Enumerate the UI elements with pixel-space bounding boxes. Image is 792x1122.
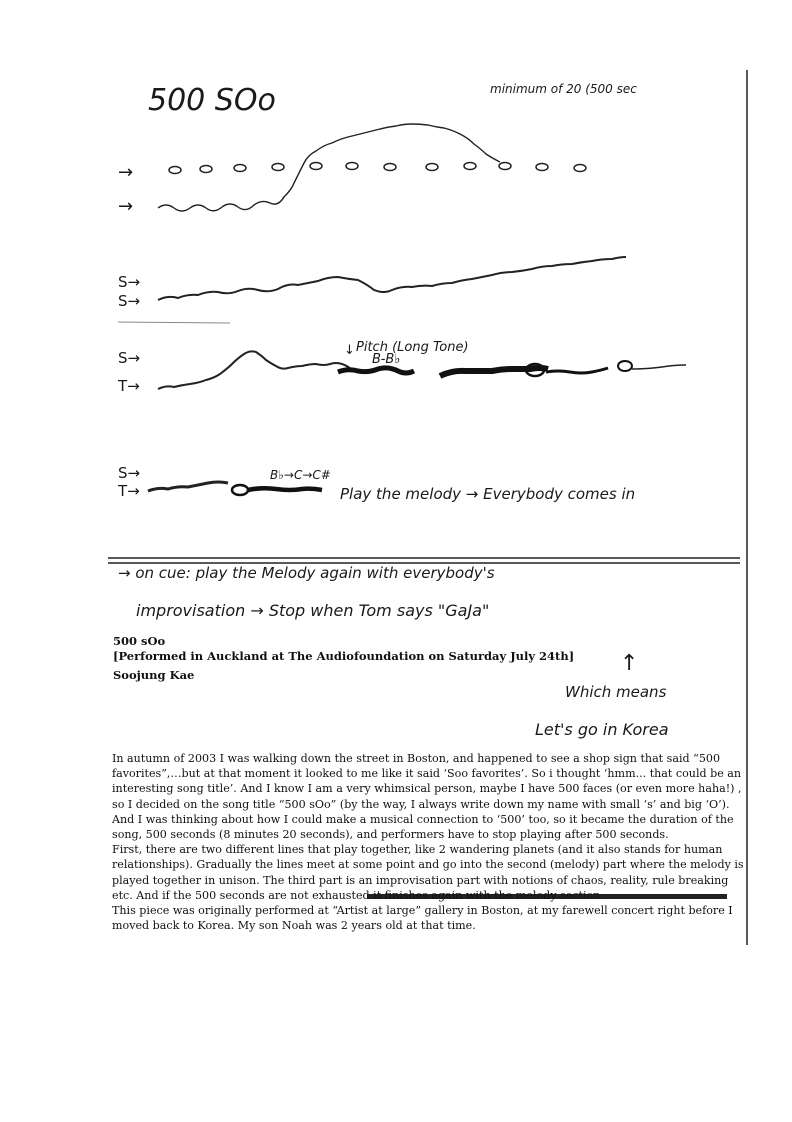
pitch-range-note: B-B♭ xyxy=(372,352,401,367)
row3-pitch-arrow: ↓ xyxy=(344,343,355,358)
row1-marker-bottom: → xyxy=(118,196,134,217)
row1-wavy-line xyxy=(158,124,500,211)
row2-wavy-line xyxy=(158,257,626,300)
duration-note: minimum of 20 (500 sec xyxy=(490,82,637,96)
paragraph-structure: First, there are two different lines that play together, like 2 wandering planets (and it also stands for human relationships). Gradually the lines meet at some point and go into the second (melody) part where the melody is played together in unison. The third part is an improvisation part with notions of chaos, reality, rule breaking etc. And if the 500 seconds are not exhausted it finishes again with the melody section. xyxy=(112,843,744,902)
row1-circles xyxy=(169,163,586,174)
row3-marker-top: S→ xyxy=(118,349,141,367)
lets-go-note: Let's go in Korea xyxy=(535,720,669,739)
pointer-arrow: ↑ xyxy=(620,651,639,676)
row4-instruction: Play the melody → Everybody comes in xyxy=(340,485,636,503)
paragraph-origin: In autumn of 2003 I was walking down the street in Boston, and happened to see a shop sign that said “500 favorites”,…but at that moment it looked to me like it said ‘Soo favorites’. So i thought ‘hmm... that could be an interesting song title’. And I know I am a very whimsical person, maybe I have 500 faces (or even more haha!) , so I decided on the song title “500 sOo” (by the way, I always write down my name with small ‘s’ and big ‘O’). And I was thinking about how I could make a musical connection to ‘500’ too, so it became the duration of the song, 500 seconds (8 minutes 20 seconds), and performers have to stop playing after 500 seconds. xyxy=(112,752,742,842)
description-text xyxy=(112,751,746,933)
performance-info: [Performed in Auckland at The Audiofoundation on Saturday July 24th] xyxy=(113,649,575,663)
row2-marker-bottom: S→ xyxy=(118,292,141,310)
which-means-note: Which means xyxy=(565,683,667,701)
row3-wavy-line xyxy=(158,351,352,389)
row2-marker-top: S→ xyxy=(118,273,141,291)
piece-title: 500 sOo xyxy=(113,634,166,648)
row4-loop xyxy=(232,485,248,495)
composer-name: Soojung Kae xyxy=(113,668,195,682)
crossed-instruction: → on cue: play the Melody again with everybody's xyxy=(118,564,495,582)
row4-marker-bottom: T→ xyxy=(118,482,140,500)
row2-faint-line xyxy=(118,322,230,323)
row4-marker-top: S→ xyxy=(118,464,141,482)
row3-thick-segment-3 xyxy=(546,368,608,373)
caption-block xyxy=(113,634,753,683)
pitch-long-tone-note: Pitch (Long Tone) xyxy=(356,340,469,355)
row3-thick-segment-1 xyxy=(338,368,414,373)
row4-wavy-line xyxy=(148,482,228,491)
row3-thin-tail xyxy=(632,365,686,369)
row3-loop-2 xyxy=(618,361,632,371)
improvisation-instruction: improvisation → Stop when Tom says "GaJa" xyxy=(136,601,490,620)
row4-thick-segment xyxy=(248,488,322,490)
paragraph-performance: This piece was originally performed at “Artist at large” gallery in Boston, at my farewell concert right before I moved back to Korea. My son Noah was 2 years old at that time. xyxy=(112,904,733,933)
row3-marker-bottom: T→ xyxy=(118,377,140,395)
score-title: 500 SOo xyxy=(148,83,276,118)
row4-pitch-sequence: B♭→C→C# xyxy=(270,468,331,482)
row1-marker-top: → xyxy=(118,162,134,183)
